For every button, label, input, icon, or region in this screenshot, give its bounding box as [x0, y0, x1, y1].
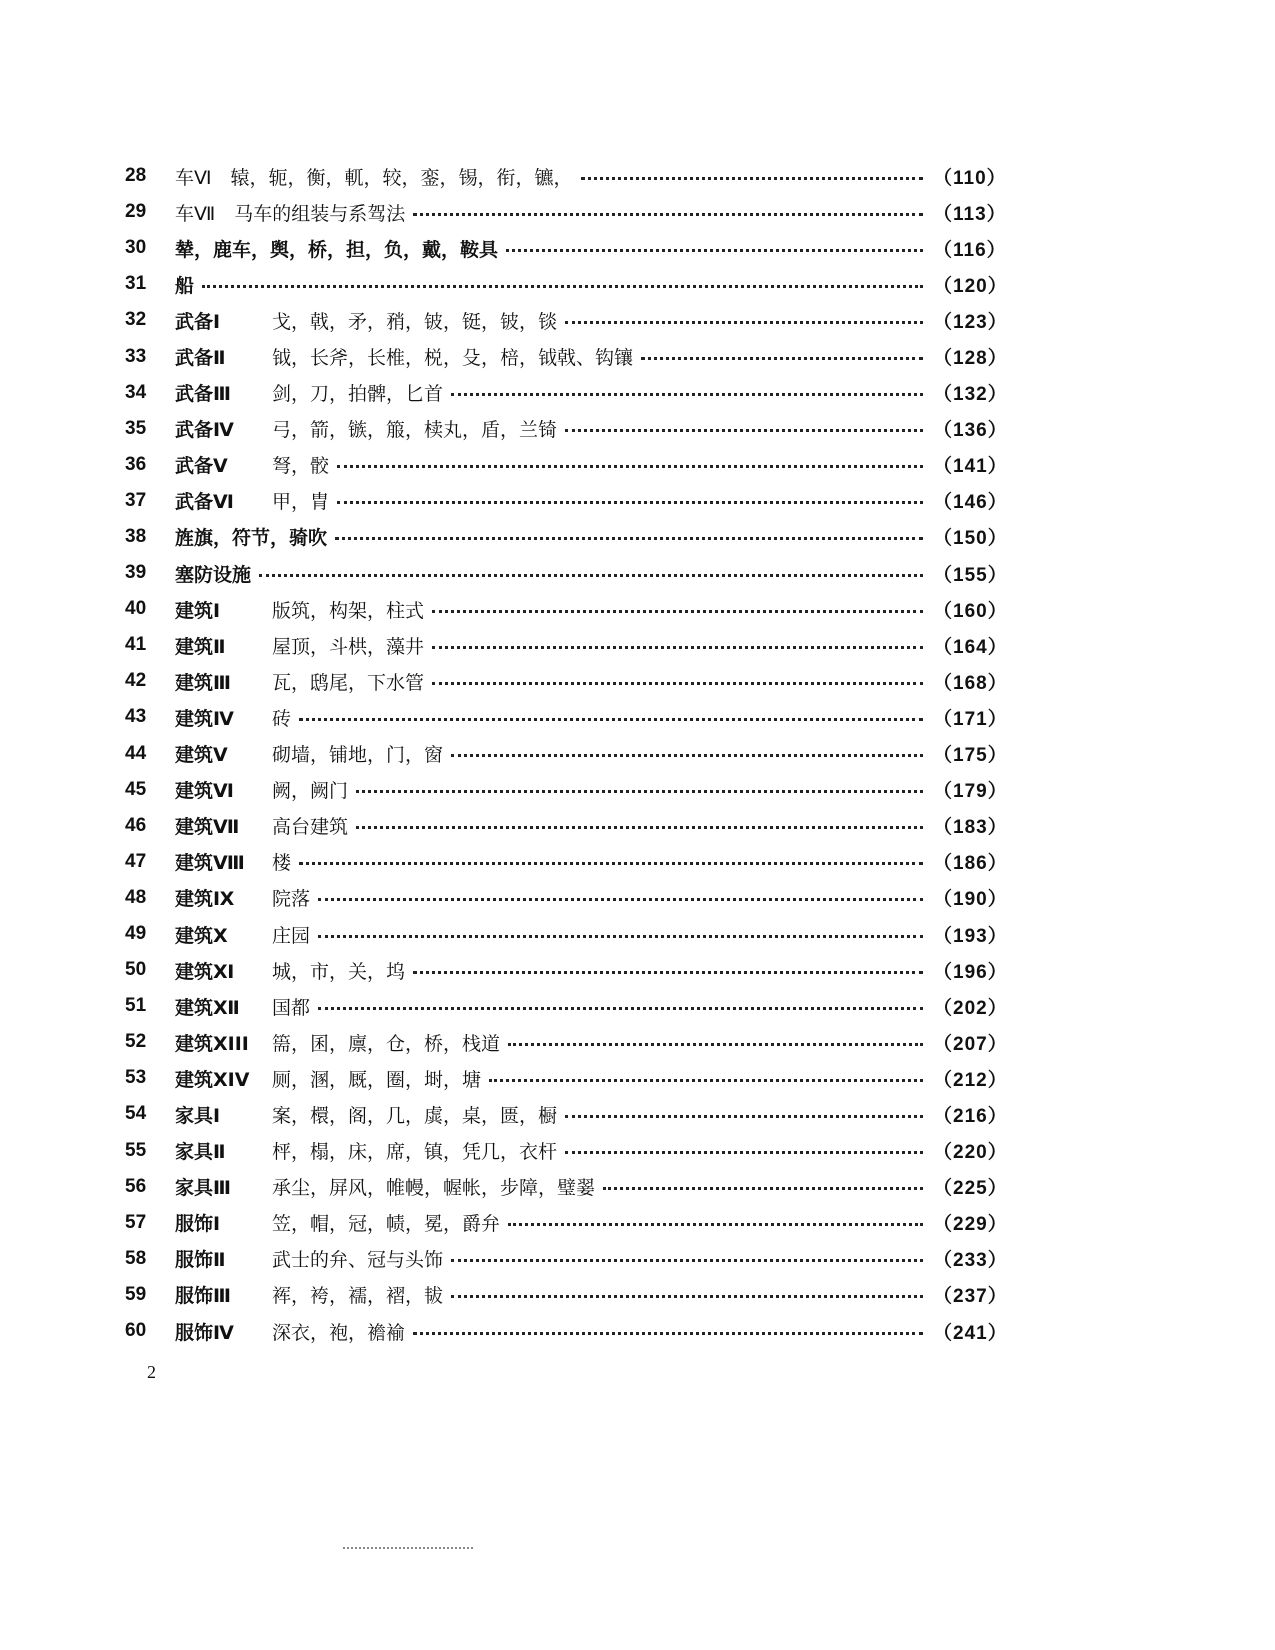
entry-page: （150）	[933, 528, 1008, 550]
entry-number: 30	[125, 237, 147, 259]
entry-page: （190）	[933, 889, 1008, 911]
entry-page: （113）	[933, 203, 1007, 225]
entry-title: 国都	[272, 996, 311, 1019]
leader-dots	[565, 321, 923, 324]
entry-title: 弩，骹	[272, 455, 330, 478]
entry-title: 阙，阙门	[272, 780, 349, 803]
entry-category: 建筑Ⅲ	[175, 671, 231, 694]
entry-page: （175）	[933, 745, 1008, 767]
entry-page: （241）	[933, 1322, 1008, 1344]
entry-category: 建筑XIV	[175, 1068, 250, 1091]
entry-page: （186）	[933, 853, 1008, 875]
entry-category: 建筑Ⅶ	[175, 816, 240, 839]
entry-title: 屋顶，斗栱，藻井	[272, 635, 425, 658]
toc-entry	[125, 736, 1008, 772]
entry-number: 49	[125, 923, 147, 945]
entry-title: 笠，帽，冠，帻，冕，爵弁	[272, 1213, 501, 1236]
entry-title: 枰，榻，床，席，镇，凭几，衣杆	[272, 1141, 558, 1164]
entry-category: 武备Ⅵ	[175, 491, 234, 514]
leader-dots	[451, 1259, 923, 1262]
entry-number: 33	[125, 345, 147, 367]
entry-page: （220）	[933, 1142, 1008, 1164]
entry-page: （123）	[933, 311, 1008, 333]
toc-entry	[125, 519, 1008, 555]
entry-page: （168）	[933, 672, 1008, 694]
entry-title: 楼	[272, 852, 292, 875]
toc-entry	[125, 1060, 1008, 1096]
leader-dots	[259, 574, 923, 577]
entry-page: （229）	[933, 1214, 1008, 1236]
toc-entry	[125, 988, 1008, 1024]
entry-page: （116）	[933, 239, 1007, 261]
entry-title: 城，市，关，坞	[272, 960, 406, 983]
toc-entry	[125, 591, 1008, 627]
entry-title: 版筑，构架，柱式	[272, 599, 425, 622]
entry-number: 38	[125, 525, 147, 547]
entry-title: 钺，长斧，长椎，棁，殳，棓，钺戟、钩镶	[272, 347, 634, 370]
entry-number: 50	[125, 959, 147, 981]
entry-number: 40	[125, 598, 147, 620]
entry-title: 深衣，袍，襜褕	[272, 1321, 406, 1344]
entry-page: （196）	[933, 961, 1008, 983]
entry-category: 建筑Ⅹ	[175, 924, 228, 947]
entry-title: 瓦，鸱尾，下水管	[272, 671, 425, 694]
entry-category: 服饰Ⅰ	[175, 1213, 221, 1236]
entry-page: （132）	[933, 384, 1008, 406]
entry-title: 厕，溷，厩，圈，埘，塘	[272, 1068, 482, 1091]
entry-number: 43	[125, 706, 147, 728]
entry-category: 建筑Ⅵ	[175, 780, 234, 803]
entry-number: 39	[125, 562, 147, 584]
entry-page: （202）	[933, 997, 1008, 1019]
toc-entry	[125, 772, 1008, 808]
entry-number: 35	[125, 417, 147, 439]
entry-title: 庄园	[272, 924, 311, 947]
entry-number: 56	[125, 1175, 147, 1197]
entry-page: （120）	[933, 275, 1008, 297]
leader-dots	[451, 393, 923, 396]
toc-entry	[125, 266, 1008, 302]
toc-entry	[125, 880, 1008, 916]
toc-entry	[125, 916, 1008, 952]
entry-category: 建筑Ⅱ	[175, 635, 226, 658]
entry-page: （183）	[933, 817, 1008, 839]
entry-page: （212）	[933, 1069, 1008, 1091]
toc-entry	[125, 844, 1008, 880]
entry-page: （171）	[933, 708, 1008, 730]
leader-dots	[565, 429, 923, 432]
leader-dots	[299, 718, 923, 721]
entry-category: 建筑Ⅴ	[175, 744, 228, 767]
entry-number: 41	[125, 634, 147, 656]
entry-title: 院落	[272, 888, 311, 911]
leader-dots	[581, 177, 923, 180]
leader-dots	[337, 465, 923, 468]
entry-category: 建筑Ⅷ	[175, 852, 245, 875]
entry-title: 篅，囷，廪，仓，桥，栈道	[272, 1032, 501, 1055]
entry-title: 承尘，屏风，帷幔，幄帐，步障，璧翣	[272, 1177, 596, 1200]
toc-entry	[125, 1205, 1008, 1241]
toc-entry	[125, 1169, 1008, 1205]
entry-page: （207）	[933, 1033, 1008, 1055]
entry-number: 36	[125, 453, 147, 475]
toc-entry	[125, 483, 1008, 519]
leader-dots	[413, 971, 923, 974]
entry-number: 28	[125, 165, 147, 187]
leader-dots	[337, 501, 923, 504]
toc-entry	[125, 808, 1008, 844]
entry-number: 48	[125, 886, 147, 908]
toc-entry	[125, 699, 1008, 735]
entry-category: 家具Ⅲ	[175, 1177, 231, 1200]
entry-title: 砖	[272, 707, 292, 730]
entry-category: 建筑Ⅺ	[175, 960, 235, 983]
leader-dots	[432, 646, 923, 649]
entry-page: （110）	[933, 167, 1007, 189]
entry-title: 剑，刀，拍髀，匕首	[272, 383, 444, 406]
leader-dots	[335, 537, 923, 540]
entry-title: 裈，袴，襦，褶，韨	[272, 1285, 444, 1308]
table-of-contents	[125, 158, 1008, 1349]
toc-entry	[125, 1024, 1008, 1060]
entry-category: 武备Ⅴ	[175, 455, 228, 478]
leader-dots	[413, 213, 923, 216]
entry-category: 家具Ⅰ	[175, 1104, 221, 1127]
entry-page: （225）	[933, 1178, 1008, 1200]
entry-number: 57	[125, 1211, 147, 1233]
leader-dots	[641, 357, 923, 360]
entry-title: 车Ⅵ 辕，轭，衡，軏，较，銮，锡，衔，镳，	[175, 166, 573, 189]
toc-entry	[125, 627, 1008, 663]
toc-entry	[125, 230, 1005, 266]
entry-page: （216）	[933, 1105, 1008, 1127]
entry-title: 弓，箭，镞，箙，椟丸，盾，兰锜	[272, 419, 558, 442]
entry-page: （136）	[933, 420, 1008, 442]
entry-title: 案，檈，阁，几，虡，桌，匮，橱	[272, 1104, 558, 1127]
entry-number: 58	[125, 1247, 147, 1269]
toc-entry	[125, 302, 1008, 338]
leader-dots	[413, 1332, 923, 1335]
toc-entry	[125, 1313, 1008, 1349]
page-number: 2	[147, 1362, 156, 1382]
leader-dots	[432, 610, 923, 613]
entry-title: 船	[175, 274, 195, 297]
leader-dots	[603, 1187, 923, 1190]
entry-category: 服饰Ⅱ	[175, 1249, 226, 1272]
leader-dots	[356, 826, 923, 829]
entry-category: 建筑Ⅳ	[175, 707, 234, 730]
entry-title: 旌旗，符节，骑吹	[175, 527, 328, 550]
entry-category: 家具Ⅱ	[175, 1141, 226, 1164]
entry-number: 37	[125, 489, 147, 511]
entry-category: 武备Ⅲ	[175, 383, 231, 406]
entry-number: 55	[125, 1139, 147, 1161]
leader-dots	[299, 862, 923, 865]
entry-title: 砌墙，铺地，门，窗	[272, 744, 444, 767]
leader-dots	[432, 682, 923, 685]
entry-number: 31	[125, 273, 147, 295]
toc-entry	[125, 1096, 1008, 1132]
entry-number: 59	[125, 1283, 147, 1305]
entry-title: 武士的弁、冠与头饰	[272, 1249, 444, 1272]
entry-page: （146）	[933, 492, 1008, 514]
scan-artifact	[343, 1547, 473, 1549]
entry-title: 甲，胄	[272, 491, 330, 514]
entry-number: 34	[125, 381, 147, 403]
entry-page: （160）	[933, 600, 1008, 622]
entry-title: 戈，戟，矛，矟，铍，铤，铍，锬	[272, 310, 558, 333]
entry-number: 47	[125, 850, 147, 872]
leader-dots	[508, 1043, 923, 1046]
entry-category: 武备Ⅰ	[175, 310, 221, 333]
entry-page: （164）	[933, 636, 1008, 658]
entry-title: 辇，鹿车，舆，桥，担，负，戴，鞍具	[175, 238, 499, 261]
entry-number: 44	[125, 742, 147, 764]
leader-dots	[356, 790, 923, 793]
entry-page: （128）	[933, 348, 1008, 370]
entry-number: 32	[125, 309, 147, 331]
entry-title: 车Ⅶ 马车的组装与系驾法	[175, 202, 406, 225]
entry-page: （179）	[933, 781, 1008, 803]
entry-title: 塞防设施	[175, 563, 252, 586]
entry-number: 42	[125, 670, 147, 692]
entry-category: 武备Ⅳ	[175, 419, 234, 442]
entry-number: 29	[125, 201, 147, 223]
toc-entry	[125, 952, 1008, 988]
entry-category: 建筑Ⅰ	[175, 599, 221, 622]
toc-entry	[125, 158, 1005, 194]
entry-number: 53	[125, 1067, 147, 1089]
entry-number: 45	[125, 778, 147, 800]
leader-dots	[506, 249, 923, 252]
entry-page: （141）	[933, 456, 1008, 478]
entry-category: 服饰Ⅲ	[175, 1285, 231, 1308]
toc-entry	[125, 375, 1008, 411]
toc-entry	[125, 1241, 1008, 1277]
entry-category: 武备Ⅱ	[175, 347, 226, 370]
leader-dots	[508, 1223, 923, 1226]
toc-entry	[125, 338, 1008, 374]
toc-entry	[125, 447, 1008, 483]
toc-entry	[125, 194, 1005, 230]
leader-dots	[318, 1007, 923, 1010]
entry-page: （155）	[933, 564, 1008, 586]
entry-number: 52	[125, 1031, 147, 1053]
leader-dots	[318, 898, 923, 901]
entry-page: （237）	[933, 1286, 1008, 1308]
leader-dots	[451, 1295, 923, 1298]
entry-number: 46	[125, 814, 147, 836]
toc-entry	[125, 1277, 1008, 1313]
leader-dots	[202, 285, 923, 288]
toc-entry	[125, 1133, 1008, 1169]
leader-dots	[565, 1151, 923, 1154]
toc-entry	[125, 663, 1008, 699]
entry-number: 51	[125, 995, 147, 1017]
leader-dots	[318, 935, 923, 938]
entry-page: （233）	[933, 1250, 1008, 1272]
toc-entry	[125, 411, 1008, 447]
entry-number: 60	[125, 1320, 147, 1342]
toc-entry	[125, 555, 1008, 591]
entry-category: 建筑XIII	[175, 1032, 249, 1055]
leader-dots	[489, 1079, 923, 1082]
leader-dots	[565, 1115, 923, 1118]
entry-number: 54	[125, 1103, 147, 1125]
entry-title: 高台建筑	[272, 816, 349, 839]
entry-page: （193）	[933, 925, 1008, 947]
entry-category: 建筑Ⅸ	[175, 888, 235, 911]
leader-dots	[451, 754, 923, 757]
entry-category: 服饰Ⅳ	[175, 1321, 234, 1344]
entry-category: 建筑Ⅻ	[175, 996, 240, 1019]
